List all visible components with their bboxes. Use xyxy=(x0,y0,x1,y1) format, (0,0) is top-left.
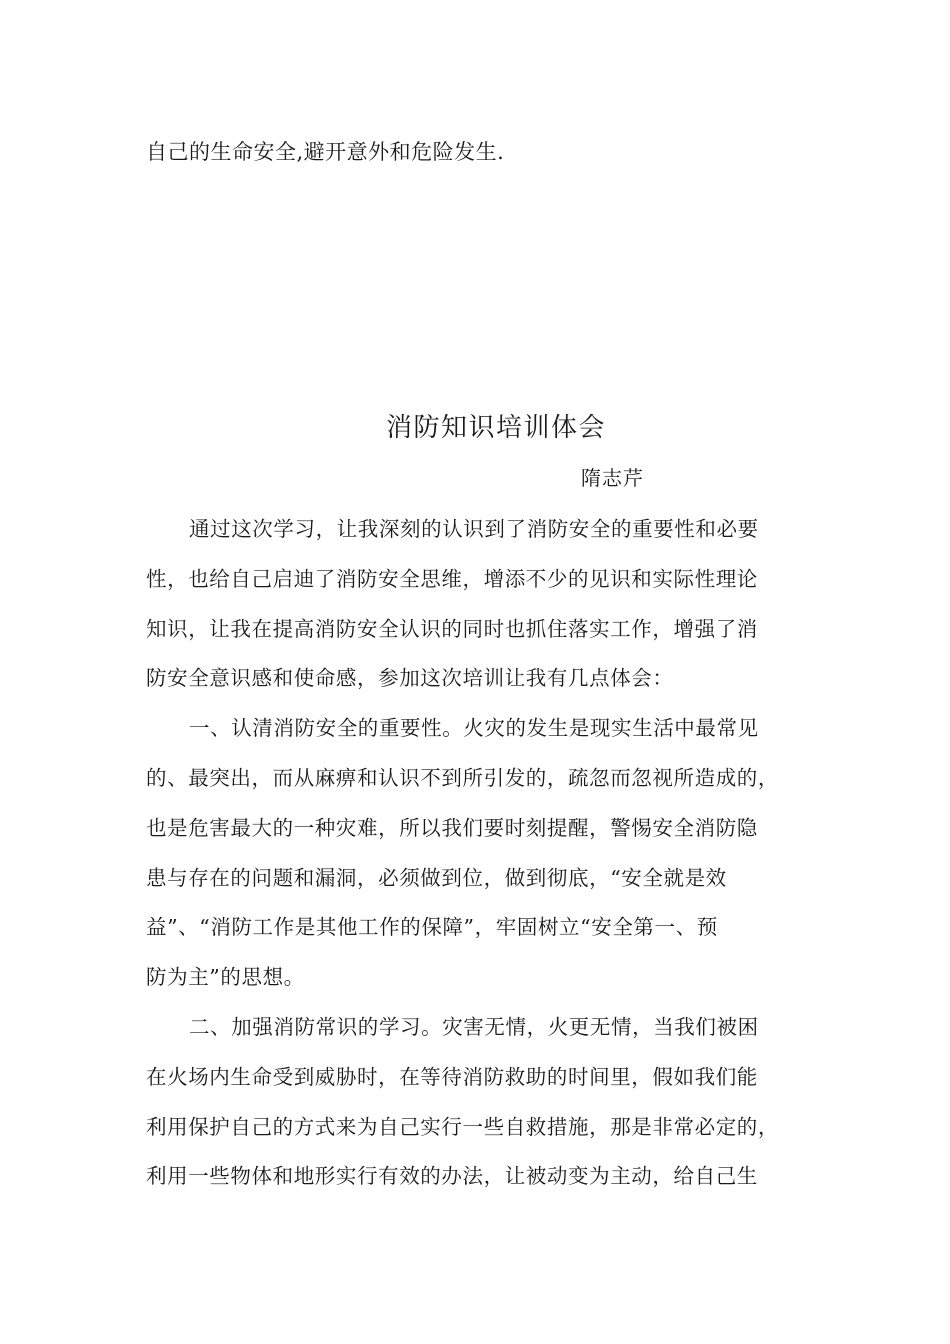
paragraph-line: 知识，让我在提高消防安全认识的同时也抓住落实工作，增强了消 xyxy=(146,616,758,641)
paragraph-line: 患与存在的问题和漏洞，必须做到位，做到彻底，“安全就是效 xyxy=(146,865,727,890)
paragraph-line: 在火场内生命受到威胁时，在等待消防救助的时间里，假如我们能 xyxy=(146,1064,758,1089)
paragraph-line: 利用一些物体和地形实行有效的办法，让被动变为主动，给自己生 xyxy=(146,1164,758,1189)
paragraph-line: 通过这次学习，让我深刻的认识到了消防安全的重要性和必要 xyxy=(189,517,759,541)
previous-page-fragment: 自己的生命安全,避开意外和危险发生. xyxy=(146,140,505,164)
body-text xyxy=(146,510,826,1207)
paragraph-line: 利用保护自己的方式来为自己实行一些自救措施，那是非常必定的， xyxy=(146,1114,779,1139)
paragraph-line: 性，也给自己启迪了消防安全思维，增添不少的见识和实际性理论 xyxy=(146,566,758,591)
paragraph-line: 防安全意识感和使命感，参加这次培训让我有几点体会： xyxy=(146,666,674,691)
author-name: 隋志芹 xyxy=(581,466,644,490)
paragraph-line: 防为主”的思想。 xyxy=(146,965,305,990)
paragraph-line: 二、加强消防常识的学习。灾害无情，火更无情，当我们被困 xyxy=(189,1014,759,1039)
paragraph-line: 也是危害最大的一种灾难，所以我们要时刻提醒，警惕安全消防隐 xyxy=(146,815,758,840)
paragraph-line: 益”、“消防工作是其他工作的保障”，牢固树立“安全第一、预 xyxy=(146,915,718,940)
paragraph-line: 的、最突出，而从麻痹和认识不到所引发的，疏忽而忽视所造成的， xyxy=(146,765,779,790)
paragraph-line: 一、认清消防安全的重要性。火灾的发生是现实生活中最常见 xyxy=(189,716,759,741)
document-title: 消防知识培训体会 xyxy=(385,413,606,443)
